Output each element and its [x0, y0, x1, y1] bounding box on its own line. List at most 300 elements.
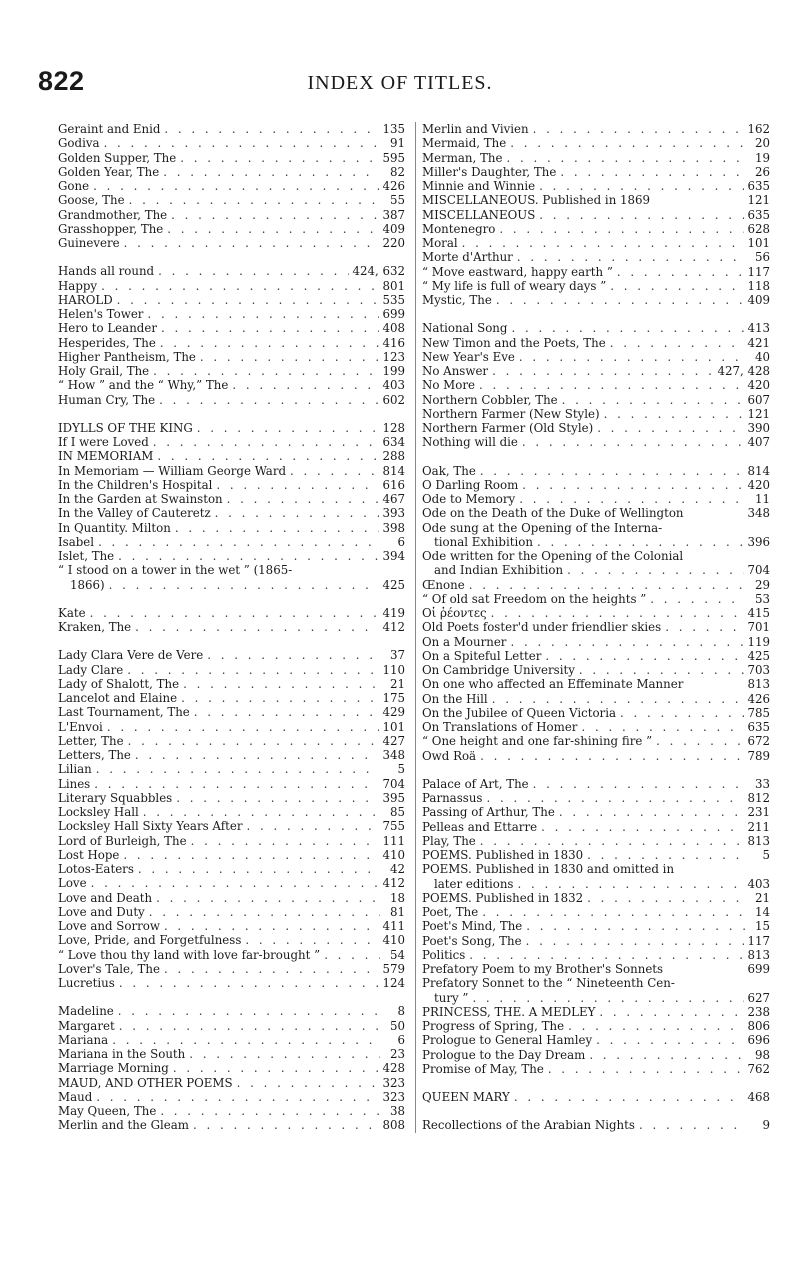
entry-title: Godiva — [58, 136, 100, 151]
dot-leader — [492, 364, 714, 378]
entry-title: Οἱ ῥέοντες — [422, 606, 487, 620]
entry-title: Ode on the Death of the Duke of Wellington — [422, 506, 684, 521]
dot-leader — [104, 136, 380, 150]
entry-title: No More — [422, 378, 475, 393]
index-entry — [422, 720, 770, 734]
index-entry-line: Ode written for the Opening of the Colonial — [422, 549, 684, 563]
dot-leader — [153, 435, 380, 449]
entry-page-number: 419 — [382, 605, 405, 620]
entry-page-number: 403 — [382, 378, 405, 393]
dot-leader — [526, 934, 745, 948]
entry-page-number: 21 — [754, 890, 770, 905]
index-entry — [422, 777, 770, 791]
dot-leader — [519, 350, 745, 364]
section-gap — [58, 634, 405, 648]
index-entry — [58, 876, 405, 890]
index-entry — [422, 1062, 770, 1076]
index-entry — [422, 378, 770, 392]
dot-leader — [462, 236, 745, 250]
dot-leader — [164, 919, 380, 933]
entry-page-number: 411 — [382, 919, 405, 933]
entry-page-number: 37 — [389, 648, 405, 663]
entry-page-number: 98 — [754, 1047, 770, 1062]
index-entry — [422, 905, 770, 919]
dot-leader — [159, 393, 379, 407]
entry-page-number: 396 — [747, 534, 770, 549]
entry-page-number: 672 — [747, 734, 770, 749]
entry-title: Northern Farmer (Old Style) — [422, 421, 594, 435]
dot-leader — [610, 279, 744, 293]
dot-leader — [183, 677, 380, 691]
entry-page-number: 628 — [747, 221, 770, 236]
entry-title: Grasshopper, The — [58, 221, 164, 236]
index-entry — [422, 848, 770, 862]
entry-title: On a Spiteful Letter — [422, 648, 542, 663]
entry-title: “ My life is full of weary days ” — [422, 278, 607, 293]
entry-page-number: 121 — [747, 193, 770, 208]
entry-title: In the Garden at Swainston — [58, 492, 223, 506]
dot-leader — [486, 791, 744, 805]
entry-page-number: 29 — [754, 577, 770, 592]
entry-title: On the Hill — [422, 691, 488, 706]
entry-page-number: 33 — [754, 776, 770, 791]
index-entry — [422, 464, 770, 478]
entry-title: Prefatory Poem to my Brother's Sonnets — [422, 962, 664, 976]
entry-page-number: 416 — [382, 335, 405, 350]
dot-leader — [119, 976, 380, 990]
dot-leader — [599, 1005, 744, 1019]
index-entry — [58, 1004, 405, 1018]
index-entry — [58, 777, 405, 791]
dot-leader — [143, 805, 380, 819]
entry-title: Ode to Memory — [422, 492, 516, 506]
entry-title: Mariana — [58, 1032, 109, 1047]
dot-leader — [567, 563, 744, 577]
index-entry — [422, 805, 770, 819]
entry-title: Merlin and the Gleam — [58, 1118, 189, 1133]
entry-title: Golden Supper, The — [58, 150, 177, 165]
entry-page-number: 323 — [382, 1075, 405, 1090]
index-entry — [58, 791, 405, 805]
entry-title: Happy — [58, 278, 98, 293]
entry-page-number: 395 — [382, 790, 405, 805]
entry-page-number: 119 — [747, 634, 770, 649]
index-entry — [58, 663, 405, 677]
entry-title: L'Envoi — [58, 719, 103, 734]
entry-page-number: 124 — [382, 976, 405, 990]
entry-title: Kraken, The — [58, 620, 132, 634]
dot-leader — [94, 777, 379, 791]
entry-page-number: 398 — [382, 520, 405, 535]
index-entry — [422, 421, 770, 435]
entry-title: Lost Hope — [58, 847, 120, 862]
entry-title: Lord of Burleigh, The — [58, 833, 187, 848]
entry-title: Islet, The — [58, 549, 115, 563]
entry-page-number: 15 — [754, 919, 770, 934]
entry-page-number: 387 — [382, 207, 405, 222]
entry-page-number: 814 — [382, 463, 405, 478]
index-entry — [58, 165, 405, 179]
dot-leader — [656, 734, 744, 748]
entry-page-number: 21 — [389, 676, 405, 691]
index-entry — [422, 606, 770, 620]
entry-page-number: 410 — [382, 847, 405, 862]
entry-page-number: 813 — [747, 677, 770, 692]
dot-leader — [639, 1118, 745, 1132]
entry-page-number: 121 — [747, 406, 770, 421]
entry-title: Holy Grail, The — [58, 364, 150, 378]
section-gap — [422, 307, 770, 321]
index-entry — [58, 549, 405, 563]
index-entry — [422, 962, 770, 976]
entry-title: Lady Clara Vere de Vere — [58, 648, 204, 663]
dot-leader — [537, 535, 745, 549]
entry-title: Letters, The — [58, 748, 131, 762]
entry-title: Prologue to the Day Dream — [422, 1047, 586, 1062]
entry-title: Love and Duty — [58, 904, 145, 919]
entry-page-number: 595 — [382, 150, 405, 165]
index-entry-line: “ I stood on a tower in the wet ” (1865- — [58, 563, 293, 578]
entry-page-number: 26 — [754, 164, 770, 179]
entry-title: “ One height and one far-shining fire ” — [422, 734, 653, 749]
dot-leader — [163, 165, 380, 179]
dot-leader — [164, 962, 380, 976]
dot-leader — [135, 620, 379, 634]
entry-title: Palace of Art, The — [422, 776, 529, 791]
entry-title: HAROLD — [58, 292, 113, 307]
entry-page-number: 814 — [747, 463, 770, 478]
entry-title: If I were Loved — [58, 435, 149, 449]
entry-title: New Timon and the Poets, The — [422, 335, 606, 350]
index-entry — [58, 962, 405, 976]
index-entry — [58, 293, 405, 307]
dot-leader — [472, 991, 744, 1005]
entry-page-number: 390 — [747, 421, 770, 435]
dot-leader — [589, 1048, 745, 1062]
dot-leader — [482, 905, 745, 919]
index-entry — [422, 749, 770, 763]
index-entry — [58, 1118, 405, 1132]
entry-title: On the Jubilee of Queen Victoria — [422, 705, 617, 720]
dot-leader — [480, 749, 744, 763]
entry-title: Hero to Leander — [58, 321, 157, 336]
entry-page-number: 410 — [382, 933, 405, 948]
entry-title: Mystic, The — [422, 293, 492, 307]
dot-leader — [604, 407, 745, 421]
index-entry — [58, 720, 405, 734]
index-entry — [58, 933, 405, 947]
index-entry — [422, 478, 770, 492]
index-entry — [58, 620, 405, 634]
section-gap — [58, 990, 405, 1004]
dot-leader — [526, 919, 745, 933]
dot-leader — [227, 492, 380, 506]
index-entry — [58, 421, 405, 435]
entry-page-number: 288 — [382, 449, 405, 464]
index-entry — [422, 279, 770, 293]
dot-leader — [548, 1062, 745, 1076]
entry-title: and Indian Exhibition — [434, 563, 564, 578]
entry-page-number: 135 — [382, 122, 405, 136]
page-header — [0, 66, 800, 106]
dot-leader — [469, 578, 745, 592]
index-entry — [422, 692, 770, 706]
dot-leader — [232, 378, 379, 392]
index-entry — [422, 1005, 770, 1019]
entry-page-number: 801 — [382, 278, 405, 293]
entry-page-number: 635 — [747, 207, 770, 222]
entry-title: May Queen, The — [58, 1104, 157, 1118]
dot-leader — [506, 151, 745, 165]
entry-title: Love and Death — [58, 890, 153, 905]
entry-title: Progress of Spring, The — [422, 1019, 565, 1033]
index-entry — [422, 991, 770, 1005]
dot-leader — [620, 706, 744, 720]
entry-page-number: 403 — [747, 876, 770, 891]
entry-page-number: 413 — [747, 321, 770, 336]
entry-page-number: 762 — [747, 1061, 770, 1076]
index-entry — [58, 122, 405, 136]
dot-leader — [480, 834, 745, 848]
entry-title: On Cambridge University — [422, 663, 575, 677]
entry-page-number: 425 — [382, 577, 405, 592]
index-entry — [58, 1061, 405, 1075]
section-gap — [422, 1104, 770, 1118]
dot-leader — [124, 236, 380, 250]
entry-page-number: 238 — [747, 1004, 770, 1019]
dot-leader — [510, 635, 744, 649]
entry-page-number: 812 — [747, 791, 770, 805]
entry-title: Lady Clare — [58, 662, 124, 677]
dot-leader — [522, 435, 745, 449]
entry-title: Merman, The — [422, 150, 503, 165]
entry-title: Merlin and Vivien — [422, 122, 529, 136]
dot-leader — [101, 279, 379, 293]
index-entry — [422, 877, 770, 891]
entry-title: Lancelot and Elaine — [58, 691, 178, 705]
index-entry — [58, 606, 405, 620]
dot-leader — [158, 264, 349, 278]
entry-page-number: 38 — [389, 1104, 405, 1118]
dot-leader — [193, 1118, 379, 1132]
dot-leader — [522, 478, 744, 492]
entry-page-number: 627 — [747, 990, 770, 1005]
entry-page-number: 5 — [397, 762, 405, 777]
index-entry — [58, 1019, 405, 1033]
dot-leader — [164, 122, 379, 136]
index-entry — [422, 122, 770, 136]
entry-page-number: 634 — [382, 435, 405, 449]
entry-page-number: 8 — [397, 1004, 405, 1019]
entry-title: Locksley Hall Sixty Years After — [58, 819, 243, 834]
entry-page-number: 808 — [382, 1118, 405, 1133]
index-entry — [422, 393, 770, 407]
entry-title: Prologue to General Hamley — [422, 1033, 593, 1048]
dot-leader — [541, 820, 744, 834]
dot-leader — [491, 606, 745, 620]
entry-page-number: 54 — [389, 947, 405, 962]
index-entry — [422, 236, 770, 250]
entry-page-number: 407 — [747, 435, 770, 450]
right-index-column — [415, 122, 770, 1133]
entry-title: Owd Roä — [422, 748, 477, 763]
entry-title: Nothing will die — [422, 435, 518, 450]
index-entry — [58, 1076, 405, 1090]
dot-leader — [207, 648, 380, 662]
index-entry — [58, 1047, 405, 1061]
index-entry — [422, 734, 770, 748]
dot-leader — [107, 720, 380, 734]
entry-title: Poet, The — [422, 905, 479, 919]
index-entry — [422, 663, 770, 677]
entry-page-number: 701 — [747, 620, 770, 635]
entry-title: In Memoriam — William George Ward — [58, 463, 287, 478]
dot-leader — [499, 222, 744, 236]
entry-page-number: 101 — [382, 719, 405, 734]
entry-title: On Translations of Homer — [422, 720, 578, 734]
dot-leader — [98, 535, 380, 549]
dot-leader — [90, 606, 380, 620]
index-entry — [422, 179, 770, 193]
index-entry — [58, 307, 405, 321]
entry-title: tional Exhibition — [434, 534, 533, 549]
dot-leader — [161, 321, 379, 335]
entry-page-number: 9 — [762, 1118, 770, 1133]
index-entry — [422, 535, 770, 549]
entry-title: “ Love thou thy land with love far-brought ” — [58, 947, 321, 962]
index-entry — [58, 819, 405, 833]
index-entry — [422, 620, 770, 634]
entry-title: IN MEMORIAM — [58, 449, 154, 464]
entry-page-number: 85 — [389, 805, 405, 819]
dot-leader — [117, 293, 380, 307]
entry-page-number: 427, 428 — [717, 364, 770, 378]
index-entry — [58, 378, 405, 392]
entry-title: Œnone — [422, 577, 465, 592]
dot-leader — [469, 948, 744, 962]
dot-leader — [514, 1090, 745, 1104]
dot-leader — [157, 449, 379, 463]
entry-page-number: 535 — [382, 292, 405, 307]
entry-title: O Darling Room — [422, 477, 519, 492]
dot-leader — [194, 705, 380, 719]
dot-leader — [149, 905, 380, 919]
dot-leader — [562, 393, 745, 407]
index-entry — [58, 805, 405, 819]
entry-title: Letter, The — [58, 733, 124, 748]
entry-page-number: 6 — [397, 534, 405, 549]
dot-leader — [112, 1033, 380, 1047]
index-entry — [422, 492, 770, 506]
dot-leader — [617, 265, 745, 279]
entry-page-number: 394 — [382, 549, 405, 563]
entry-page-number: 409 — [747, 293, 770, 307]
dot-leader — [176, 791, 379, 805]
dot-leader — [123, 848, 379, 862]
entry-page-number: 123 — [382, 349, 405, 364]
index-entry — [58, 151, 405, 165]
entry-title: Marriage Morning — [58, 1061, 169, 1076]
dot-leader — [560, 165, 745, 179]
entry-page-number: 6 — [397, 1032, 405, 1047]
index-entry — [422, 834, 770, 848]
entry-title: Grandmother, The — [58, 207, 168, 222]
index-entry — [422, 635, 770, 649]
dot-leader — [545, 649, 744, 663]
entry-page-number: 82 — [389, 164, 405, 179]
entry-page-number: 813 — [747, 947, 770, 962]
entry-title: Recollections of the Arabian Nights — [422, 1118, 635, 1133]
dot-leader — [191, 834, 380, 848]
entry-page-number: 755 — [382, 819, 405, 834]
entry-title: Moral — [422, 236, 458, 250]
dot-leader — [496, 293, 745, 307]
dot-leader — [587, 848, 745, 862]
index-entry — [58, 478, 405, 492]
index-entry — [58, 677, 405, 691]
index-entry — [422, 563, 770, 577]
index-entry — [58, 321, 405, 335]
entry-page-number: 635 — [747, 720, 770, 734]
index-entry — [58, 521, 405, 535]
index-entry — [58, 435, 405, 449]
entry-title: Golden Year, The — [58, 164, 160, 179]
entry-page-number: 323 — [382, 1089, 405, 1104]
entry-title: Geraint and Enid — [58, 122, 161, 136]
dot-leader — [189, 1047, 380, 1061]
entry-page-number: 53 — [754, 591, 770, 606]
entry-page-number: 42 — [389, 862, 405, 876]
entry-title: New Year's Eve — [422, 349, 515, 364]
index-entry — [58, 834, 405, 848]
dot-leader — [215, 506, 380, 520]
entry-title: Morte d'Arthur — [422, 250, 513, 265]
entry-title: In Quantity. Milton — [58, 520, 171, 535]
entry-title: MAUD, AND OTHER POEMS — [58, 1075, 233, 1090]
entry-page-number: 468 — [747, 1090, 770, 1104]
entry-page-number: 20 — [754, 136, 770, 151]
entry-page-number: 211 — [747, 819, 770, 834]
entry-title: Isabel — [58, 534, 95, 549]
entry-title: Passing of Arthur, The — [422, 805, 555, 820]
entry-title: In the Children's Hospital — [58, 477, 213, 492]
dot-leader — [91, 876, 380, 890]
entry-page-number: 412 — [382, 620, 405, 634]
entry-page-number: 426 — [382, 179, 405, 193]
entry-title: POEMS. Published in 1832 — [422, 890, 584, 905]
entry-title: No Answer — [422, 364, 489, 378]
entry-title: tury ” — [434, 990, 469, 1005]
index-entry — [422, 208, 770, 222]
dot-leader — [118, 1004, 380, 1018]
dot-leader — [180, 151, 379, 165]
entry-page-number: 348 — [747, 506, 770, 521]
dot-leader — [246, 819, 379, 833]
entry-title: “ Move eastward, happy earth ” — [422, 264, 613, 279]
entry-page-number: 408 — [382, 321, 405, 336]
entry-page-number: 55 — [389, 193, 405, 208]
entry-page-number: 785 — [747, 705, 770, 720]
entry-page-number: 806 — [747, 1019, 770, 1033]
dot-leader — [587, 891, 745, 905]
index-entry — [58, 919, 405, 933]
index-entry — [422, 791, 770, 805]
entry-title: Oak, The — [422, 463, 476, 478]
section-gap — [422, 763, 770, 777]
entry-title: Maud — [58, 1089, 93, 1104]
entry-title: Old Poets foster'd under friendlier skies — [422, 620, 662, 635]
dot-leader — [579, 663, 745, 677]
